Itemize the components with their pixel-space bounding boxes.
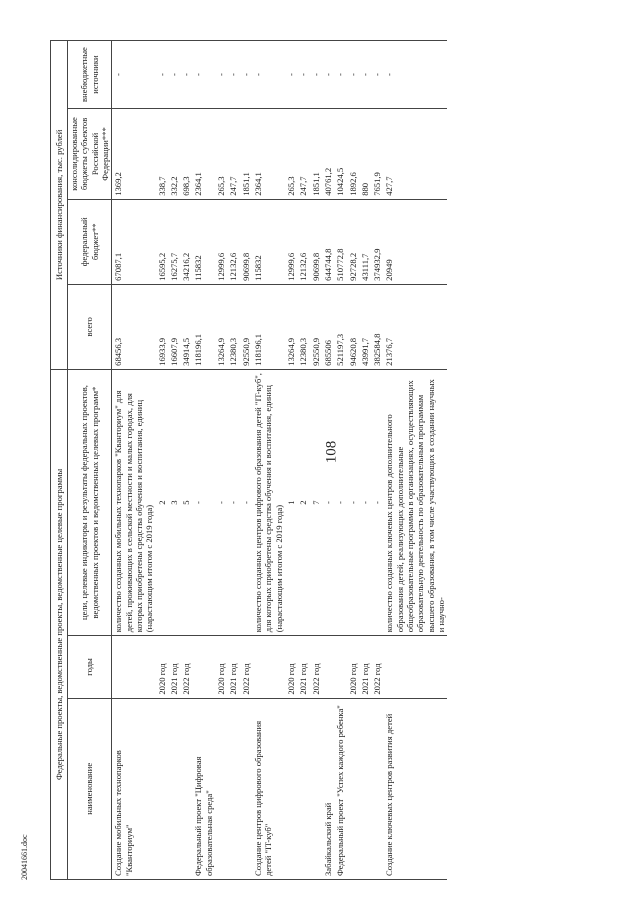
cell-year: 2021 год bbox=[227, 636, 239, 698]
cell-federal: 67087,1 bbox=[112, 199, 156, 284]
banner-projects: Федеральные проекты, ведомственные проекты, ведомственные целевые программы bbox=[51, 369, 68, 879]
table-row bbox=[227, 41, 239, 880]
banner-funding: Источники финансирования, тыс. рублей bbox=[51, 41, 68, 370]
cell-year: 2020 год bbox=[285, 636, 297, 698]
cell-total: 68456,3 bbox=[112, 284, 156, 369]
cell-total: 94620,8 bbox=[347, 284, 359, 369]
cell-federal: 12132,6 bbox=[227, 199, 239, 284]
cell-consolidated: 265,3 bbox=[285, 109, 297, 200]
cell-name bbox=[297, 698, 309, 879]
cell-consolidated: 698,3 bbox=[180, 109, 192, 200]
cell-year: 2022 год bbox=[310, 636, 322, 698]
cell-federal: 43111,7 bbox=[359, 199, 371, 284]
cell-extra: - bbox=[359, 41, 371, 109]
cell-goal: 2 bbox=[156, 369, 168, 635]
table-body bbox=[112, 41, 448, 880]
cell-goal: - bbox=[334, 369, 346, 635]
cell-consolidated: 332,2 bbox=[168, 109, 180, 200]
table-row bbox=[240, 41, 252, 880]
col-header-consolidated: консолидированные бюджеты субъектов Российской Федерации*** bbox=[68, 109, 112, 200]
cell-consolidated: 7651,9 bbox=[371, 109, 383, 200]
cell-consolidated: 265,3 bbox=[215, 109, 227, 200]
cell-consolidated: 1369,2 bbox=[112, 109, 156, 200]
cell-goal: 7 bbox=[310, 369, 322, 635]
cell-consolidated: 10424,5 bbox=[334, 109, 346, 200]
cell-federal: 20949 bbox=[383, 199, 447, 284]
cell-name: Создание ключевых центров развития детей bbox=[383, 698, 447, 879]
cell-total: 13264,9 bbox=[285, 284, 297, 369]
cell-year: 2020 год bbox=[215, 636, 227, 698]
cell-extra: - bbox=[156, 41, 168, 109]
cell-goal: 5 bbox=[180, 369, 192, 635]
table-row bbox=[156, 41, 168, 880]
cell-federal: 12999,6 bbox=[285, 199, 297, 284]
table-row bbox=[285, 41, 297, 880]
cell-name: Федеральный проект "Успех каждого ребенка" bbox=[334, 698, 346, 879]
cell-goal: - bbox=[322, 369, 334, 635]
cell-federal: 374932,9 bbox=[371, 199, 383, 284]
table-row bbox=[180, 41, 192, 880]
cell-total: 12380,3 bbox=[297, 284, 309, 369]
cell-consolidated: 40761,2 bbox=[322, 109, 334, 200]
cell-extra: - bbox=[322, 41, 334, 109]
cell-extra: - bbox=[227, 41, 239, 109]
cell-name bbox=[227, 698, 239, 879]
cell-consolidated: 1851,1 bbox=[240, 109, 252, 200]
cell-extra: - bbox=[252, 41, 285, 109]
cell-year: 2022 год bbox=[180, 636, 192, 698]
table-row bbox=[252, 41, 285, 880]
cell-name bbox=[180, 698, 192, 879]
cell-extra: - bbox=[371, 41, 383, 109]
col-header-years: годы bbox=[68, 636, 112, 698]
cell-total: 382584,8 bbox=[371, 284, 383, 369]
cell-name: Создание мобильных технопарков "Кванториум" bbox=[112, 698, 156, 879]
cell-extra: - bbox=[180, 41, 192, 109]
cell-year: 2022 год bbox=[240, 636, 252, 698]
cell-year: 2021 год bbox=[359, 636, 371, 698]
cell-extra: - bbox=[297, 41, 309, 109]
table-row bbox=[297, 41, 309, 880]
cell-year bbox=[322, 636, 334, 698]
cell-consolidated: 880 bbox=[359, 109, 371, 200]
cell-extra: - bbox=[112, 41, 156, 109]
cell-extra: - bbox=[285, 41, 297, 109]
table-row bbox=[371, 41, 383, 880]
cell-total: 92550,9 bbox=[310, 284, 322, 369]
table-row bbox=[322, 41, 334, 880]
cell-federal: 34216,2 bbox=[180, 199, 192, 284]
cell-name bbox=[285, 698, 297, 879]
cell-extra: - bbox=[334, 41, 346, 109]
cell-name bbox=[168, 698, 180, 879]
cell-goal: - bbox=[371, 369, 383, 635]
table-row bbox=[192, 41, 215, 880]
col-header-federal: федеральный бюджет** bbox=[68, 199, 112, 284]
cell-year: 2022 год bbox=[371, 636, 383, 698]
cell-goal: количество созданных центров цифрового образования детей "IT-куб", для которых приобретены средства обучения и воспитания, единиц (нарастающим итогом с 2019 года) bbox=[252, 369, 285, 635]
cell-goal: - bbox=[359, 369, 371, 635]
cell-year bbox=[252, 636, 285, 698]
cell-federal: 510772,8 bbox=[334, 199, 346, 284]
cell-extra: - bbox=[383, 41, 447, 109]
cell-year: 2021 год bbox=[297, 636, 309, 698]
cell-extra: - bbox=[310, 41, 322, 109]
cell-extra: - bbox=[168, 41, 180, 109]
cell-consolidated: 247,7 bbox=[297, 109, 309, 200]
cell-goal: - bbox=[215, 369, 227, 635]
cell-total: 685506 bbox=[322, 284, 334, 369]
cell-name bbox=[240, 698, 252, 879]
cell-name: Федеральный проект "Цифровая образовательная среда" bbox=[192, 698, 215, 879]
cell-goal: - bbox=[240, 369, 252, 635]
cell-total: 16607,9 bbox=[168, 284, 180, 369]
cell-total: 13264,9 bbox=[215, 284, 227, 369]
cell-total: 118196,1 bbox=[192, 284, 215, 369]
document-footer: 20041661.doc bbox=[20, 834, 29, 880]
cell-total: 521197,3 bbox=[334, 284, 346, 369]
cell-total: 118196,1 bbox=[252, 284, 285, 369]
cell-year bbox=[192, 636, 215, 698]
cell-total: 16933,9 bbox=[156, 284, 168, 369]
cell-federal: 12999,6 bbox=[215, 199, 227, 284]
cell-goal: - bbox=[227, 369, 239, 635]
table-row bbox=[310, 41, 322, 880]
cell-goal: 3 bbox=[168, 369, 180, 635]
cell-goal: количество созданных мобильных технопарков "Кванториум" для детей, проживающих в сельской местности и малых городах, для которых приобретены средства обучения и воспитания, единиц (нарастающим итогом с 2019 года) bbox=[112, 369, 156, 635]
cell-federal: 16595,2 bbox=[156, 199, 168, 284]
cell-total: 43991,7 bbox=[359, 284, 371, 369]
cell-goal: 2 bbox=[297, 369, 309, 635]
cell-year bbox=[383, 636, 447, 698]
cell-federal: 16275,7 bbox=[168, 199, 180, 284]
cell-extra: - bbox=[192, 41, 215, 109]
cell-extra: - bbox=[240, 41, 252, 109]
table-row bbox=[215, 41, 227, 880]
cell-consolidated: 1892,6 bbox=[347, 109, 359, 200]
col-header-goals: цели, целевые индикаторы и результаты федеральных проектов, ведомственных проектов и ведомственных целевых программ* bbox=[68, 369, 112, 635]
cell-name bbox=[347, 698, 359, 879]
table-row bbox=[168, 41, 180, 880]
col-header-name: наименование bbox=[68, 698, 112, 879]
col-header-extra: внебюджетные источники bbox=[68, 41, 112, 109]
cell-name bbox=[215, 698, 227, 879]
cell-goal: количество созданных ключевых центров дополнительного образования детей, реализующих дополнительные общеобразовательные программы в организациях, осуществляющих образовательную деятельность по образовательным программам высшего образования, в том числе участвующих в создании научных и научно- bbox=[383, 369, 447, 635]
table-row bbox=[359, 41, 371, 880]
cell-federal: 644744,8 bbox=[322, 199, 334, 284]
cell-total: 92550,9 bbox=[240, 284, 252, 369]
cell-name: Создание центров цифрового образования детей "IT-куб" bbox=[252, 698, 285, 879]
rotated-table-container bbox=[50, 40, 580, 880]
cell-year bbox=[334, 636, 346, 698]
cell-federal: 115832 bbox=[192, 199, 215, 284]
cell-federal: 115832 bbox=[252, 199, 285, 284]
cell-consolidated: 2364,1 bbox=[192, 109, 215, 200]
cell-total: 34914,5 bbox=[180, 284, 192, 369]
cell-federal: 90699,8 bbox=[310, 199, 322, 284]
cell-consolidated: 247,7 bbox=[227, 109, 239, 200]
page-number: 108 bbox=[323, 440, 340, 464]
table-row bbox=[347, 41, 359, 880]
cell-federal: 12132,6 bbox=[297, 199, 309, 284]
cell-year: 2021 год bbox=[168, 636, 180, 698]
table-row bbox=[334, 41, 346, 880]
cell-year: 2020 год bbox=[156, 636, 168, 698]
cell-federal: 92728,2 bbox=[347, 199, 359, 284]
table-row bbox=[383, 41, 447, 880]
cell-extra: - bbox=[347, 41, 359, 109]
cell-goal: - bbox=[192, 369, 215, 635]
cell-goal: - bbox=[347, 369, 359, 635]
cell-year bbox=[112, 636, 156, 698]
cell-goal: 1 bbox=[285, 369, 297, 635]
cell-name bbox=[359, 698, 371, 879]
cell-federal: 90699,8 bbox=[240, 199, 252, 284]
cell-year: 2020 год bbox=[347, 636, 359, 698]
cell-total: 21376,7 bbox=[383, 284, 447, 369]
cell-consolidated: 2364,1 bbox=[252, 109, 285, 200]
cell-name bbox=[310, 698, 322, 879]
cell-consolidated: 338,7 bbox=[156, 109, 168, 200]
cell-consolidated: 1851,1 bbox=[310, 109, 322, 200]
cell-consolidated: 427,7 bbox=[383, 109, 447, 200]
cell-name bbox=[371, 698, 383, 879]
col-header-total: всего bbox=[68, 284, 112, 369]
cell-name: Забайкальский край bbox=[322, 698, 334, 879]
table-row bbox=[112, 41, 156, 880]
cell-extra: - bbox=[215, 41, 227, 109]
financing-table bbox=[50, 40, 447, 880]
cell-total: 12380,3 bbox=[227, 284, 239, 369]
cell-name bbox=[156, 698, 168, 879]
